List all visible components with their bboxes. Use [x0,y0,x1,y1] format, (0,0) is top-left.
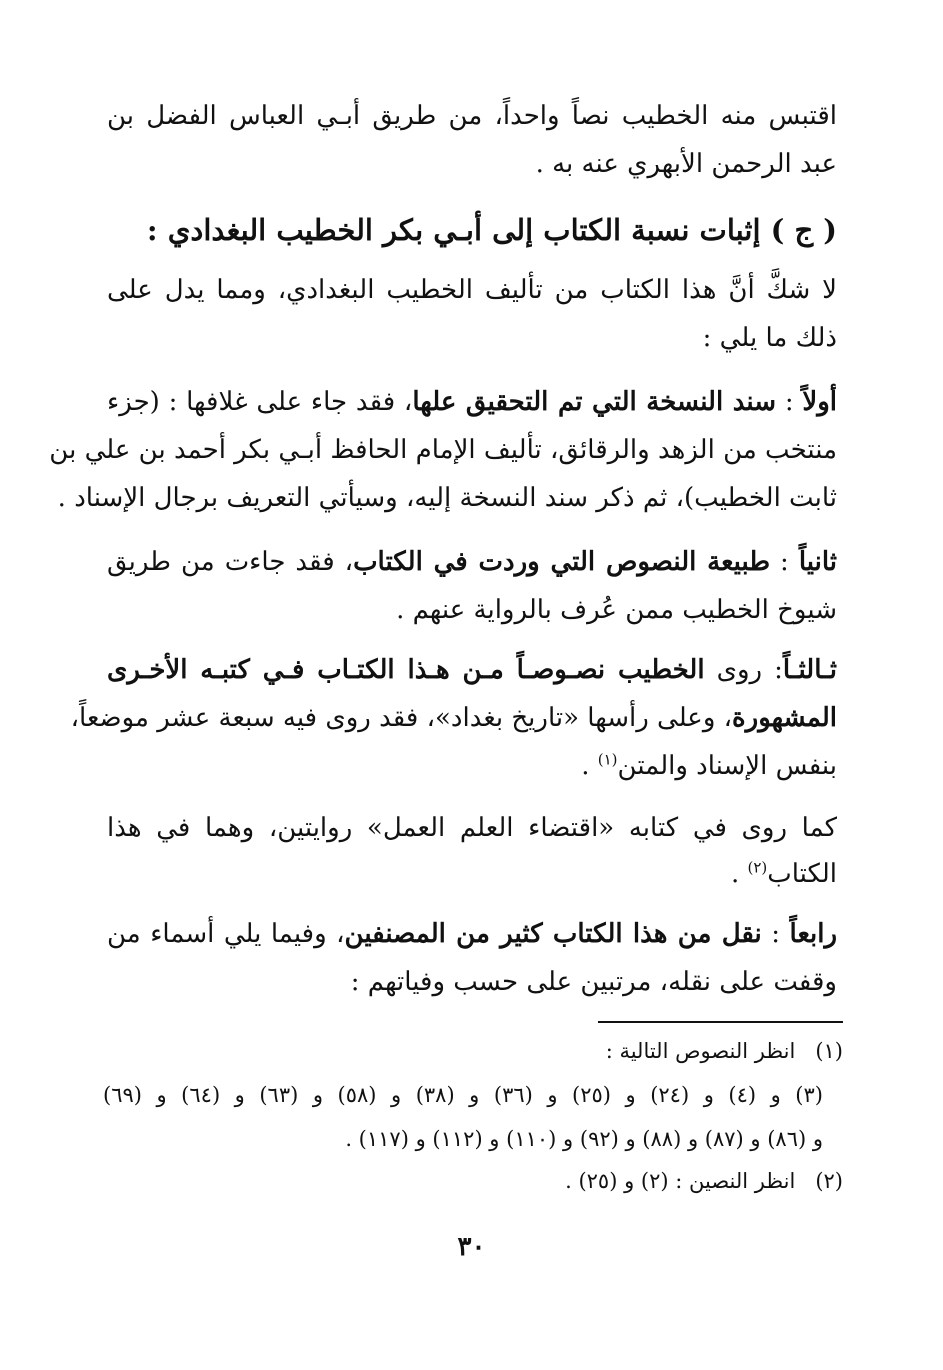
lead-word: ثانياً [798,547,837,577]
footnote-ref[interactable]: (٢) [747,858,768,877]
footnote-2 [103,1164,843,1198]
text-line: اقتبس منه الخطيب نصاً واحداً، من طريق أبـي العباس الفضل بن [107,101,837,131]
footnote-text: انظر النصوص التالية : [605,1039,796,1063]
footnote-ref[interactable]: (١) [597,750,618,769]
text-line: ذلك ما يلي : [702,323,837,353]
text-span: الكتاب [767,859,837,889]
text-line: منتخب من الزهد والرقائق، تأليف الإمام الحافظ أبـي بكر أحمد بن علي بن [49,435,837,465]
text-span: ، وفيما يلي أسماء من [107,919,345,949]
text-line [107,852,837,896]
text-span: . [730,859,748,889]
text-span: ، فقد جاءت من طريق [107,547,354,577]
text-span: : روى [716,655,783,685]
footnote-text: انظر النصين : (٢) و (٢٥) . [565,1169,796,1193]
lead-word: رابعاً [789,919,837,949]
text-line: ثانياً : طبيعة النصوص التي وردت في الكتاب، فقد جاءت من طريق [107,547,837,577]
text-line: شيوخ الخطيب ممن عُرف بالرواية عنهم . [396,595,837,625]
text-line: أولاً : سند النسخة التي تم التحقيق علها، فقد جاء على غلافها : (جزء [107,387,837,417]
text-line: لا شكَّ أنَّ هذا الكتاب من تأليف الخطيب البغدادي، ومما يدل على [107,275,837,305]
text-line [70,696,837,740]
footnote-separator [598,1021,843,1023]
lead-phrase: سند النسخة التي تم التحقيق علها [412,387,777,417]
text-span: . [581,751,598,781]
text-line: كما روى في كتابه «اقتضاء العلم العمل» روايتين، وهما في هذا [107,813,837,843]
footnote-marker: (١) [815,1039,843,1063]
lead-word: ثـالثـاً [782,655,838,685]
text-line: رابعاً : نقل من هذا الكتاب كثير من المصنفين، وفيما يلي أسماء من [107,919,837,949]
text-line: وقفت على نقله، مرتبين على حسب وفياتهم : [350,967,837,997]
lead-phrase: الخطيب نصـوصـاً مـن هـذا الكتـاب فـي كتبـه الأخـرى [107,655,705,685]
text-span: ، فقد جاء على غلافها : (جزء [107,387,413,417]
text-line: ثابت الخطيب)، ثم ذكر سند النسخة إليه، وسيأتي التعريف برجال الإسناد . [57,483,837,513]
text-line [107,648,837,692]
text-span: ، وعلى رأسها «تاريخ بغداد»، فقد روى فيه سبعة عشر موضعاً، [70,703,733,733]
footnote-line: و (٨٦) و (٨٧) و (٨٨) و (٩٢) و (١١٠) و (١١٢) و (١١٧) . [345,1127,823,1151]
lead-phrase: المشهورة [732,703,837,733]
footnote-1 [103,1034,843,1068]
lead-phrase: نقل من هذا الكتاب كثير من المصنفين [344,919,762,949]
text-span: بنفس الإسناد والمتن [617,751,837,781]
text-line: عبد الرحمن الأبهري عنه به . [535,149,837,179]
footnote-marker: (٢) [815,1169,843,1193]
section-heading: ( ج ) إثبات نسبة الكتاب إلى أبـي بكر الخطيب البغدادي : [146,213,837,247]
page-number: ٣٠ [457,1232,486,1262]
text-line [107,744,837,788]
lead-word: أولاً [802,387,837,417]
lead-phrase: طبيعة النصوص التي وردت في الكتاب [353,547,771,577]
footnote-line: (٣) و (٤) و (٢٤) و (٢٥) و (٣٦) و (٣٨) و (٥٨) و (٦٣) و (٦٤) و (٦٩) [103,1083,823,1107]
